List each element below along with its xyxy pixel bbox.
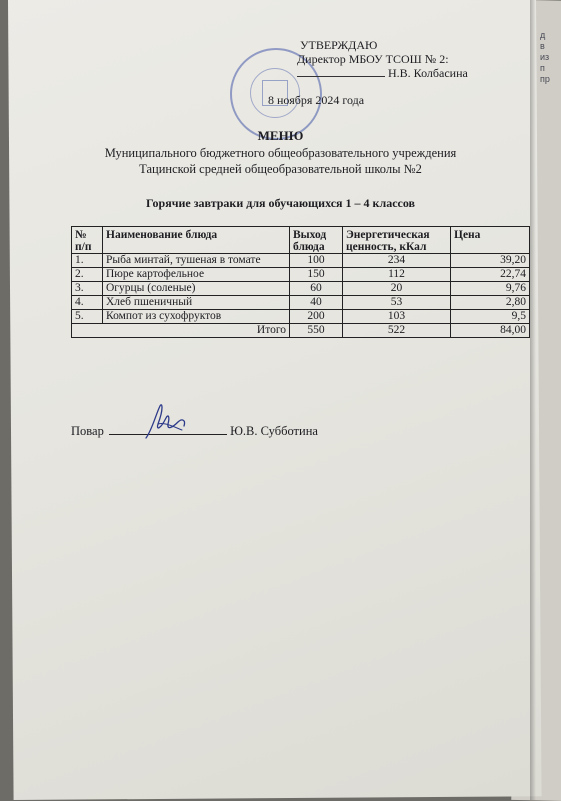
table-header-row — [72, 227, 530, 254]
cell-energy: 20 — [343, 282, 451, 296]
cook-label: Повар — [71, 424, 104, 438]
cell-price: 22,74 — [451, 268, 530, 282]
cell-energy: 103 — [343, 310, 451, 324]
header-name: Наименование блюда — [103, 227, 290, 254]
total-price: 84,00 — [451, 324, 530, 338]
cell-num: 3. — [72, 282, 103, 296]
approval-signer: Н.В. Колбасина — [388, 66, 468, 80]
cell-name: Пюре картофельное — [103, 268, 290, 282]
cook-name: Ю.В. Субботина — [230, 424, 318, 438]
cell-num: 5. — [72, 310, 103, 324]
total-energy: 522 — [343, 324, 451, 338]
approval-date: 8 ноября 2024 года — [268, 93, 365, 107]
org-name-line1: Муниципального бюджетного общеобразовательного учреждения — [104, 146, 457, 160]
approval-heading: УТВЕРЖДАЮ — [300, 38, 378, 52]
table-row — [72, 254, 530, 268]
cell-name: Хлеб пшеничный — [103, 296, 290, 310]
total-output: 550 — [290, 324, 343, 338]
cell-energy: 53 — [343, 296, 451, 310]
approval-signature-line — [297, 66, 385, 77]
header-price: Цена — [451, 227, 530, 254]
cell-price: 2,80 — [451, 296, 530, 310]
table-total-row — [72, 324, 530, 338]
cell-output: 60 — [290, 282, 343, 296]
cell-energy: 234 — [343, 254, 451, 268]
total-label: Итого — [72, 324, 290, 338]
page-edge-shadow — [530, 0, 536, 800]
cell-output: 200 — [290, 310, 343, 324]
cell-name: Огурцы (соленые) — [103, 282, 290, 296]
table-row — [72, 310, 530, 324]
approval-position: Директор МБОУ ТСОШ № 2: — [297, 52, 449, 66]
cell-output: 40 — [290, 296, 343, 310]
handwritten-signature — [138, 400, 198, 442]
approval-block — [297, 38, 468, 80]
org-name-line2: Тацинской средней общеобразовательной школы №2 — [139, 162, 422, 176]
menu-subtitle: Горячие завтраки для обучающихся 1 – 4 классов — [145, 196, 416, 210]
cell-energy: 112 — [343, 268, 451, 282]
table-row — [72, 268, 530, 282]
cell-num: 2. — [72, 268, 103, 282]
cell-price: 39,20 — [451, 254, 530, 268]
cell-num: 1. — [72, 254, 103, 268]
cell-output: 100 — [290, 254, 343, 268]
approval-signature-row — [297, 66, 468, 80]
header-energy: Энергетическая ценность, кКал — [343, 227, 451, 254]
document-title: МЕНЮ — [257, 128, 304, 143]
cell-price: 9,76 — [451, 282, 530, 296]
menu-table — [71, 226, 530, 338]
header-output: Выход блюда — [290, 227, 343, 254]
cell-name: Рыба минтай, тушеная в томате — [103, 254, 290, 268]
header-num: № п/п — [72, 227, 103, 254]
table-row — [72, 296, 530, 310]
table-row — [72, 282, 530, 296]
cell-num: 4. — [72, 296, 103, 310]
cell-name: Компот из сухофруктов — [103, 310, 290, 324]
underlying-sheet-text: д в из п пр — [540, 30, 550, 84]
cell-output: 150 — [290, 268, 343, 282]
cell-price: 9,5 — [451, 310, 530, 324]
